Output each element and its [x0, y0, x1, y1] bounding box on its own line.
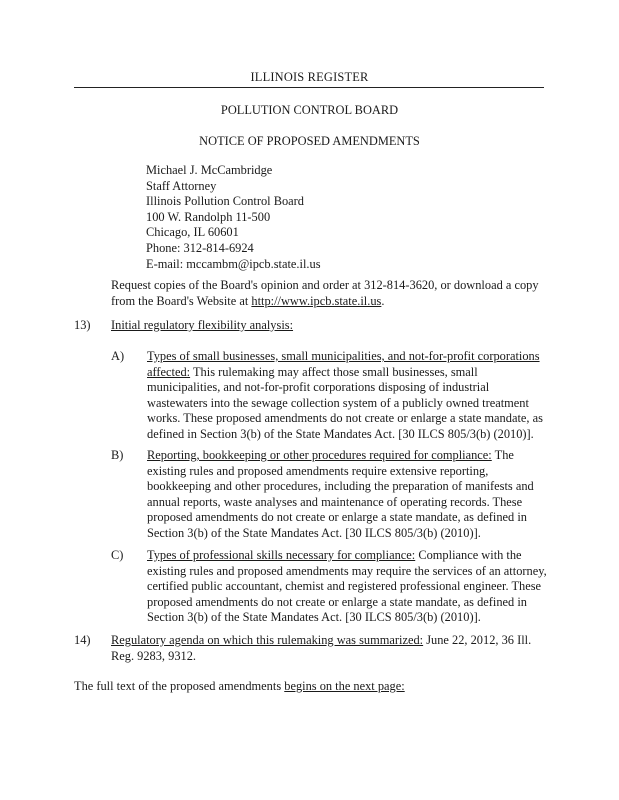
full-text-underlined: begins on the next page: — [284, 679, 405, 693]
section-13-number: 13) — [74, 318, 91, 332]
item-a-text: This rulemaking may affect those small businesses, small municipalities, and not-for-profit corporations disposing of industrial wastewaters into the sewage collection system of a publicly owned treatment works. These proposed amendments do not create or enlarge a state mandate, as defined in Section 3(b) of the State Mandates Act. [30 ILCS 805/3(b) (2010)]. — [147, 364, 543, 441]
contact-phone: Phone: 312-814-6924 — [146, 240, 254, 255]
request-text: Request copies of the Board's opinion and order at 312-814-3620, or download a copy from the Board's Website at — [111, 278, 539, 308]
item-c-paragraph — [147, 548, 551, 626]
item-b-paragraph — [147, 448, 551, 542]
item-a-paragraph — [147, 349, 551, 443]
section-14-text: June 22, 2012, 36 Ill. Reg. 9283, 9312. — [111, 633, 532, 663]
item-b-text: The existing rules and proposed amendments require extensive reporting, bookkeeping and other procedures, including the preparation of manifests and annual reports, waste analyses and maintenance of operating records. These proposed amendments do not create or enlarge a state mandate, as defined in Section 3(b) of the State Mandates Act. [30 ILCS 805/3(b) (2010)]. — [147, 448, 534, 540]
website-link[interactable]: http://www.ipcb.state.il.us — [251, 293, 382, 308]
board-name: POLLUTION CONTROL BOARD — [220, 103, 399, 117]
section-14-paragraph — [111, 633, 551, 664]
item-b-letter: B) — [111, 448, 124, 462]
full-text-lead: The full text of the proposed amendments — [74, 679, 285, 693]
item-a-heading: Types of small businesses, small municipalities, and not-for-profit corporations affected: — [147, 349, 540, 379]
request-paragraph — [111, 278, 551, 309]
section-14-number: 14) — [74, 633, 91, 647]
header-rule — [74, 87, 544, 88]
contact-city: Chicago, IL 60601 — [146, 225, 239, 240]
contact-block — [146, 163, 321, 272]
contact-email: E-mail: mccambm@ipcb.state.il.us — [146, 256, 321, 271]
section-13-heading-text: Initial regulatory flexibility analysis: — [111, 318, 294, 332]
item-c-text: Compliance with the existing rules and proposed amendments may require the services of an attorney, certified public accountant, chemist and registered professional engineer. These proposed amendments do not create or enlarge a state mandate, as defined in Section 3(b) of the State Mandates Act. [30 ILCS 805/3(b) (2010)]. — [147, 548, 547, 625]
register-title: ILLINOIS REGISTER — [250, 70, 369, 84]
full-text-note — [74, 679, 405, 695]
item-a-letter: A) — [111, 349, 125, 363]
contact-address: 100 W. Randolph 11-500 — [146, 209, 271, 224]
section-14-heading: Regulatory agenda on which this rulemaking was summarized: — [111, 633, 424, 647]
contact-org: Illinois Pollution Control Board — [146, 194, 304, 209]
contact-title: Staff Attorney — [146, 178, 217, 193]
item-c-heading: Types of professional skills necessary for compliance: — [147, 548, 416, 562]
notice-title: NOTICE OF PROPOSED AMENDMENTS — [199, 134, 420, 148]
item-c-letter: C) — [111, 548, 124, 562]
item-b-heading: Reporting, bookkeeping or other procedures required for compliance: — [147, 448, 492, 462]
contact-name: Michael J. McCambridge — [146, 163, 273, 177]
section-13-heading — [111, 318, 293, 334]
request-end: . — [381, 293, 385, 308]
